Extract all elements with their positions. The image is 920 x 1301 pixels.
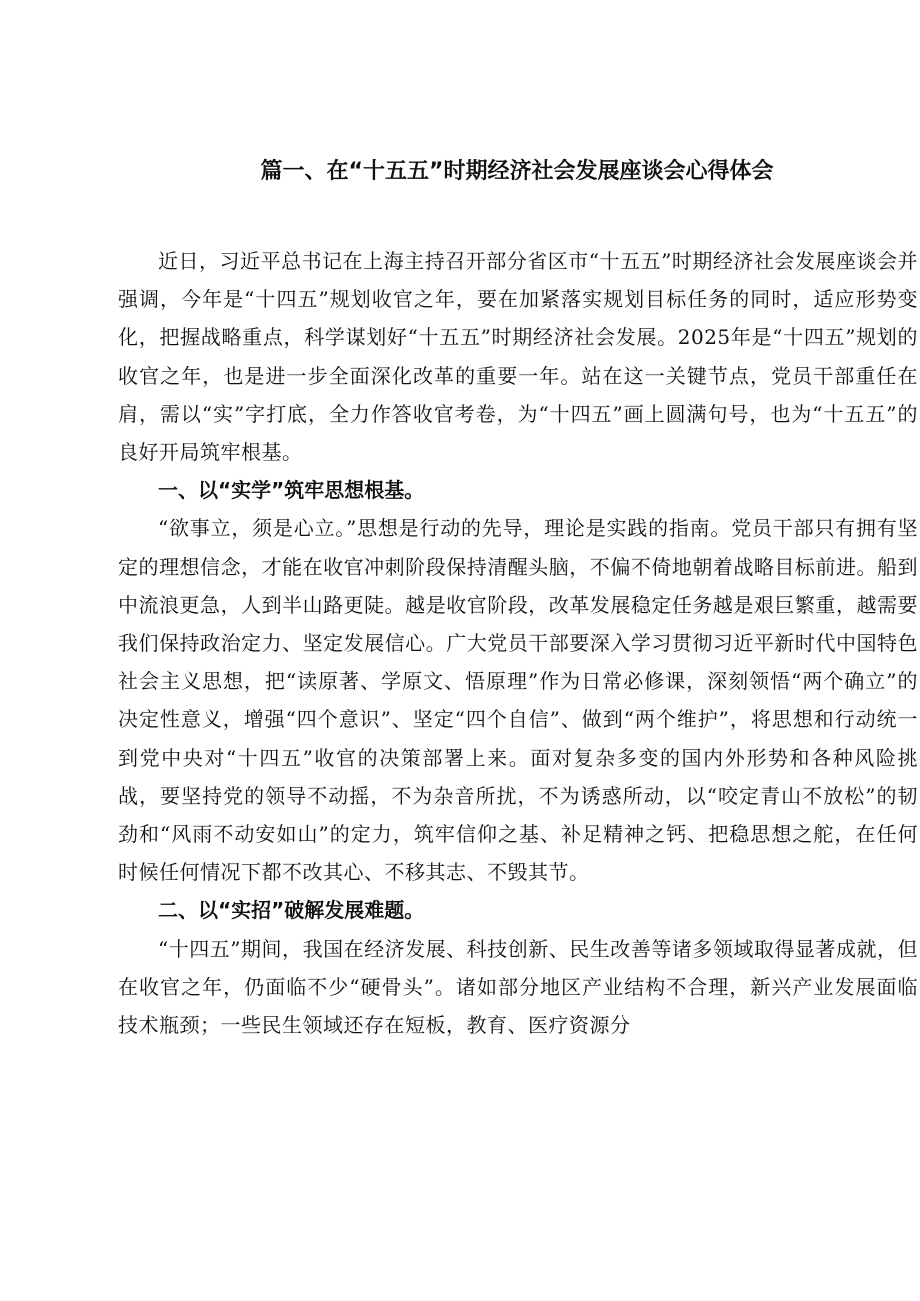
section-heading-1: 一、以“实学”筑牢思想根基。 (158, 478, 425, 503)
paragraph-section-2: “十四五”期间，我国在经济发展、科技创新、民生改善等诸多领域取得显著成就，但在收官之年，仍面临不少“硬骨头”。诸如部分地区产业结构不合理，新兴产业发展面临技术瓶颈；一些民生领域还存在短板，教育、医疗资源分 (118, 936, 918, 1038)
paragraph-intro: 近日，习近平总书记在上海主持召开部分省区市“十五五”时期经济社会发展座谈会并强调，今年是“十四五”规划收官之年，要在加紧落实规划目标任务的同时，适应形势变化，把握战略重点，科学谋划好“十五五”时期经济社会发展。2025年是“十四五”规划的收官之年，也是进一步全面深化改革的重要一年。站在这一关键节点，党员干部重任在肩，需以“实”字打底，全力作答收官考卷，为“十四五”画上圆满句号，也为“十五五”的良好开局筑牢根基。 (118, 249, 918, 465)
paragraph-section-1: “欲事立，须是心立。”思想是行动的先导，理论是实践的指南。党员干部只有拥有坚定的理想信念，才能在收官冲刺阶段保持清醒头脑，不偏不倚地朝着战略目标前进。船到中流浪更急，人到半山路更陡。越是收官阶段，改革发展稳定任务越是艰巨繁重，越需要我们保持政治定力、坚定发展信心。广大党员干部要深入学习贯彻习近平新时代中国特色社会主义思想，把“读原著、学原文、悟原理”作为日常必修课，深刻领悟“两个确立”的决定性意义，增强“四个意识”、坚定“四个自信”、做到“两个维护”，将思想和行动统一到党中央对“十四五”收官的决策部署上来。面对复杂多变的国内外形势和各种风险挑战，要坚持党的领导不动摇，不为杂音所扰，不为诱惑所动，以“咬定青山不放松”的韧劲和“风雨不动安如山”的定力，筑牢信仰之基、补足精神之钙、把稳思想之舵，在任何时候任何情况下都不改其心、不移其志、不毁其节。 (118, 516, 918, 885)
section-heading-2: 二、以“实招”破解发展难题。 (158, 898, 425, 923)
document-title: 篇一、在“十五五”时期经济社会发展座谈会心得体会 (260, 159, 774, 184)
document-body (118, 242, 918, 1044)
